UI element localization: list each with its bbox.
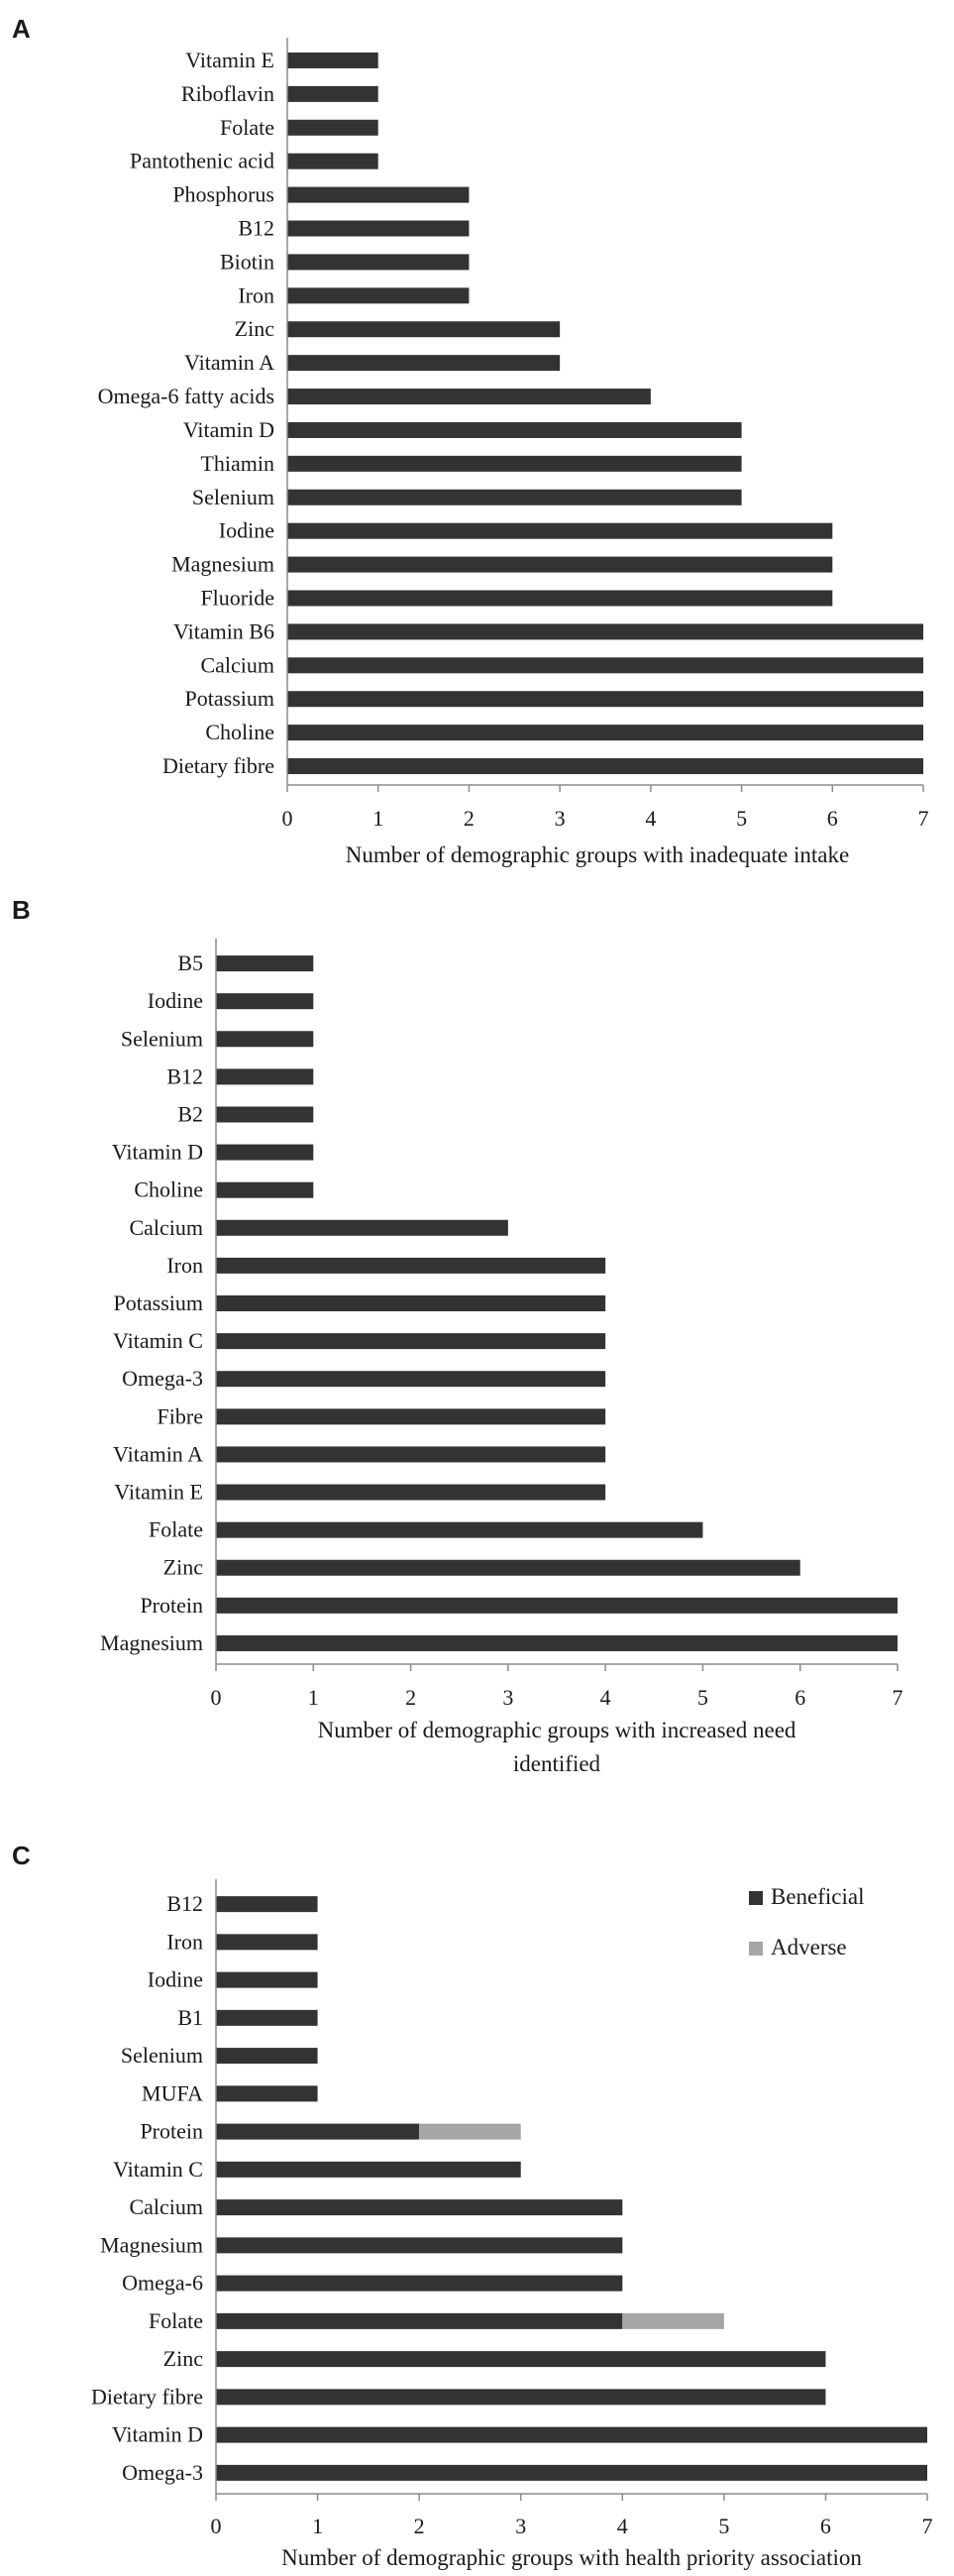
category-label: Folate (149, 1516, 203, 1542)
bar (216, 1446, 605, 1462)
bar (287, 389, 651, 404)
x-axis-title: Number of demographic groups with increased need (317, 1718, 796, 1742)
category-label: Calcium (129, 2194, 203, 2220)
x-tick-label: 6 (826, 806, 838, 831)
category-label: Fluoride (200, 585, 274, 611)
category-label: B12 (166, 1064, 203, 1089)
bar (287, 725, 923, 740)
bar (287, 254, 469, 270)
bar (216, 1635, 898, 1651)
x-tick-label: 4 (645, 806, 657, 831)
category-label: Vitamin D (111, 1139, 203, 1165)
category-label: Iron (166, 1929, 203, 1955)
category-label: Vitamin A (113, 1441, 203, 1467)
bar (216, 2427, 927, 2443)
x-tick-label: 4 (599, 1685, 611, 1710)
x-axis-title: Number of demographic groups with inadequate intake (345, 842, 850, 867)
bar (216, 1896, 318, 1912)
x-tick-label: 5 (736, 806, 748, 831)
bar (216, 1333, 605, 1349)
bar (287, 523, 832, 539)
bar (216, 2465, 927, 2481)
bar (216, 1295, 605, 1311)
bar (287, 623, 923, 639)
bar (287, 355, 560, 371)
x-tick-label: 2 (463, 806, 475, 831)
category-label: Omega-6 (122, 2270, 203, 2296)
category-label: Iron (238, 282, 274, 308)
bar (216, 1485, 605, 1501)
category-label: B5 (177, 951, 203, 976)
bar (216, 1182, 313, 1198)
bar-adverse (419, 2124, 521, 2140)
panel-b (12, 895, 903, 1776)
category-label: Potassium (113, 1290, 203, 1315)
bar (216, 1408, 605, 1424)
bar (287, 221, 469, 237)
category-label: Potassium (184, 686, 274, 712)
x-tick-label: 4 (616, 2514, 628, 2538)
panel-label: C (12, 1841, 31, 1870)
bar (287, 691, 923, 707)
category-label: Zinc (162, 2346, 203, 2372)
bar (216, 2276, 622, 2292)
category-label: Phosphorus (172, 181, 274, 207)
x-tick-label: 6 (795, 1685, 806, 1710)
category-label: Magnesium (171, 551, 274, 577)
category-label: Pantothenic acid (129, 148, 274, 173)
category-label: B12 (238, 215, 274, 241)
category-label: Thiamin (200, 450, 274, 476)
category-label: Selenium (120, 2043, 203, 2069)
legend-label: Adverse (771, 1935, 847, 1960)
category-label: Protein (140, 2118, 203, 2144)
category-label: Vitamin C (113, 2156, 203, 2182)
bar (216, 2162, 521, 2178)
panel-c (12, 1841, 933, 2570)
bar (216, 993, 313, 1009)
bar (216, 2389, 825, 2405)
category-label: Fibre (157, 1403, 203, 1429)
category-label: Magnesium (100, 1629, 203, 1655)
category-label: Calcium (200, 652, 274, 678)
x-tick-label: 1 (307, 1685, 319, 1710)
category-label: Dietary fibre (91, 2384, 203, 2409)
x-axis-title: Number of demographic groups with health priority association (281, 2545, 862, 2570)
bar (287, 321, 560, 337)
bar (216, 1560, 800, 1576)
x-tick-label: 3 (502, 1685, 514, 1710)
bar-adverse (622, 2313, 724, 2329)
bar (287, 422, 742, 438)
x-tick-label: 1 (312, 2514, 324, 2538)
bar (216, 1972, 318, 1988)
category-label: B2 (177, 1101, 203, 1127)
bar (287, 490, 742, 505)
category-label: Vitamin B6 (173, 618, 274, 644)
bar (287, 456, 742, 472)
bar (287, 120, 378, 136)
bar (216, 2237, 622, 2253)
category-label: Biotin (219, 249, 274, 275)
legend (749, 1884, 865, 1960)
category-label: Vitamin E (185, 47, 274, 72)
x-tick-label: 2 (413, 2514, 425, 2538)
category-label: Iodine (218, 517, 274, 543)
category-label: Choline (205, 720, 274, 745)
category-label: Protein (140, 1592, 203, 1618)
bar (216, 955, 313, 971)
category-label: Magnesium (100, 2232, 203, 2258)
category-label: Iron (166, 1252, 203, 1278)
x-tick-label: 2 (405, 1685, 417, 1710)
bar (216, 2048, 318, 2064)
category-label: Vitamin A (184, 350, 274, 376)
x-tick-label: 5 (718, 2514, 730, 2538)
category-label: Selenium (191, 484, 274, 509)
category-label: Choline (134, 1176, 203, 1202)
x-axis-title: identified (512, 1751, 601, 1776)
category-label: Calcium (129, 1214, 203, 1240)
x-tick-label: 7 (917, 806, 929, 831)
bar (287, 287, 469, 303)
category-label: Folate (149, 2307, 203, 2333)
x-tick-label: 7 (921, 2514, 933, 2538)
bar (216, 1031, 313, 1047)
x-tick-label: 3 (554, 806, 566, 831)
bar (216, 1934, 318, 1950)
category-label: B12 (166, 1891, 203, 1917)
x-tick-label: 1 (372, 806, 384, 831)
bar (287, 557, 832, 573)
bar (216, 1220, 508, 1236)
x-tick-label: 0 (281, 806, 293, 831)
bar (287, 187, 469, 203)
bar (216, 2010, 318, 2026)
legend-swatch (749, 1942, 763, 1956)
x-tick-label: 0 (210, 1685, 222, 1710)
category-label: B1 (177, 2004, 203, 2030)
bar (287, 758, 923, 774)
category-label: Riboflavin (180, 80, 274, 106)
bar (216, 2124, 419, 2140)
legend-swatch (749, 1891, 763, 1905)
category-label: Iodine (147, 988, 203, 1014)
bar (287, 657, 923, 673)
category-label: Vitamin D (182, 416, 274, 442)
category-label: MUFA (142, 2080, 203, 2106)
category-label: Dietary fibre (162, 753, 274, 779)
x-tick-label: 3 (515, 2514, 527, 2538)
bar (216, 1522, 702, 1538)
bar (216, 1371, 605, 1387)
x-tick-label: 0 (210, 2514, 222, 2538)
legend-label: Beneficial (771, 1884, 865, 1909)
bar (287, 86, 378, 102)
x-tick-label: 7 (892, 1685, 903, 1710)
category-label: Omega-6 fatty acids (97, 384, 274, 409)
category-label: Vitamin E (114, 1479, 203, 1505)
category-label: Vitamin D (111, 2421, 203, 2447)
x-tick-label: 6 (819, 2514, 831, 2538)
category-label: Zinc (162, 1554, 203, 1580)
category-label: Omega-3 (122, 1366, 203, 1392)
bar (287, 591, 832, 607)
bar (287, 154, 378, 169)
category-label: Vitamin C (113, 1328, 203, 1354)
x-tick-label: 5 (696, 1685, 708, 1710)
bar (216, 1258, 605, 1274)
category-label: Selenium (120, 1026, 203, 1052)
panel-label: B (12, 895, 31, 925)
bar (216, 2351, 825, 2367)
bar (216, 2199, 622, 2215)
bar (287, 53, 378, 68)
category-label: Zinc (234, 316, 274, 342)
category-label: Iodine (147, 1966, 203, 1992)
bar (216, 1068, 313, 1084)
panel-label: A (12, 14, 31, 44)
category-label: Omega-3 (122, 2459, 203, 2485)
bar (216, 1145, 313, 1161)
bar (216, 1106, 313, 1122)
bar (216, 2313, 622, 2329)
bar (216, 1598, 898, 1614)
category-label: Folate (220, 114, 274, 140)
panel-a (12, 14, 929, 867)
bar (216, 2085, 318, 2101)
